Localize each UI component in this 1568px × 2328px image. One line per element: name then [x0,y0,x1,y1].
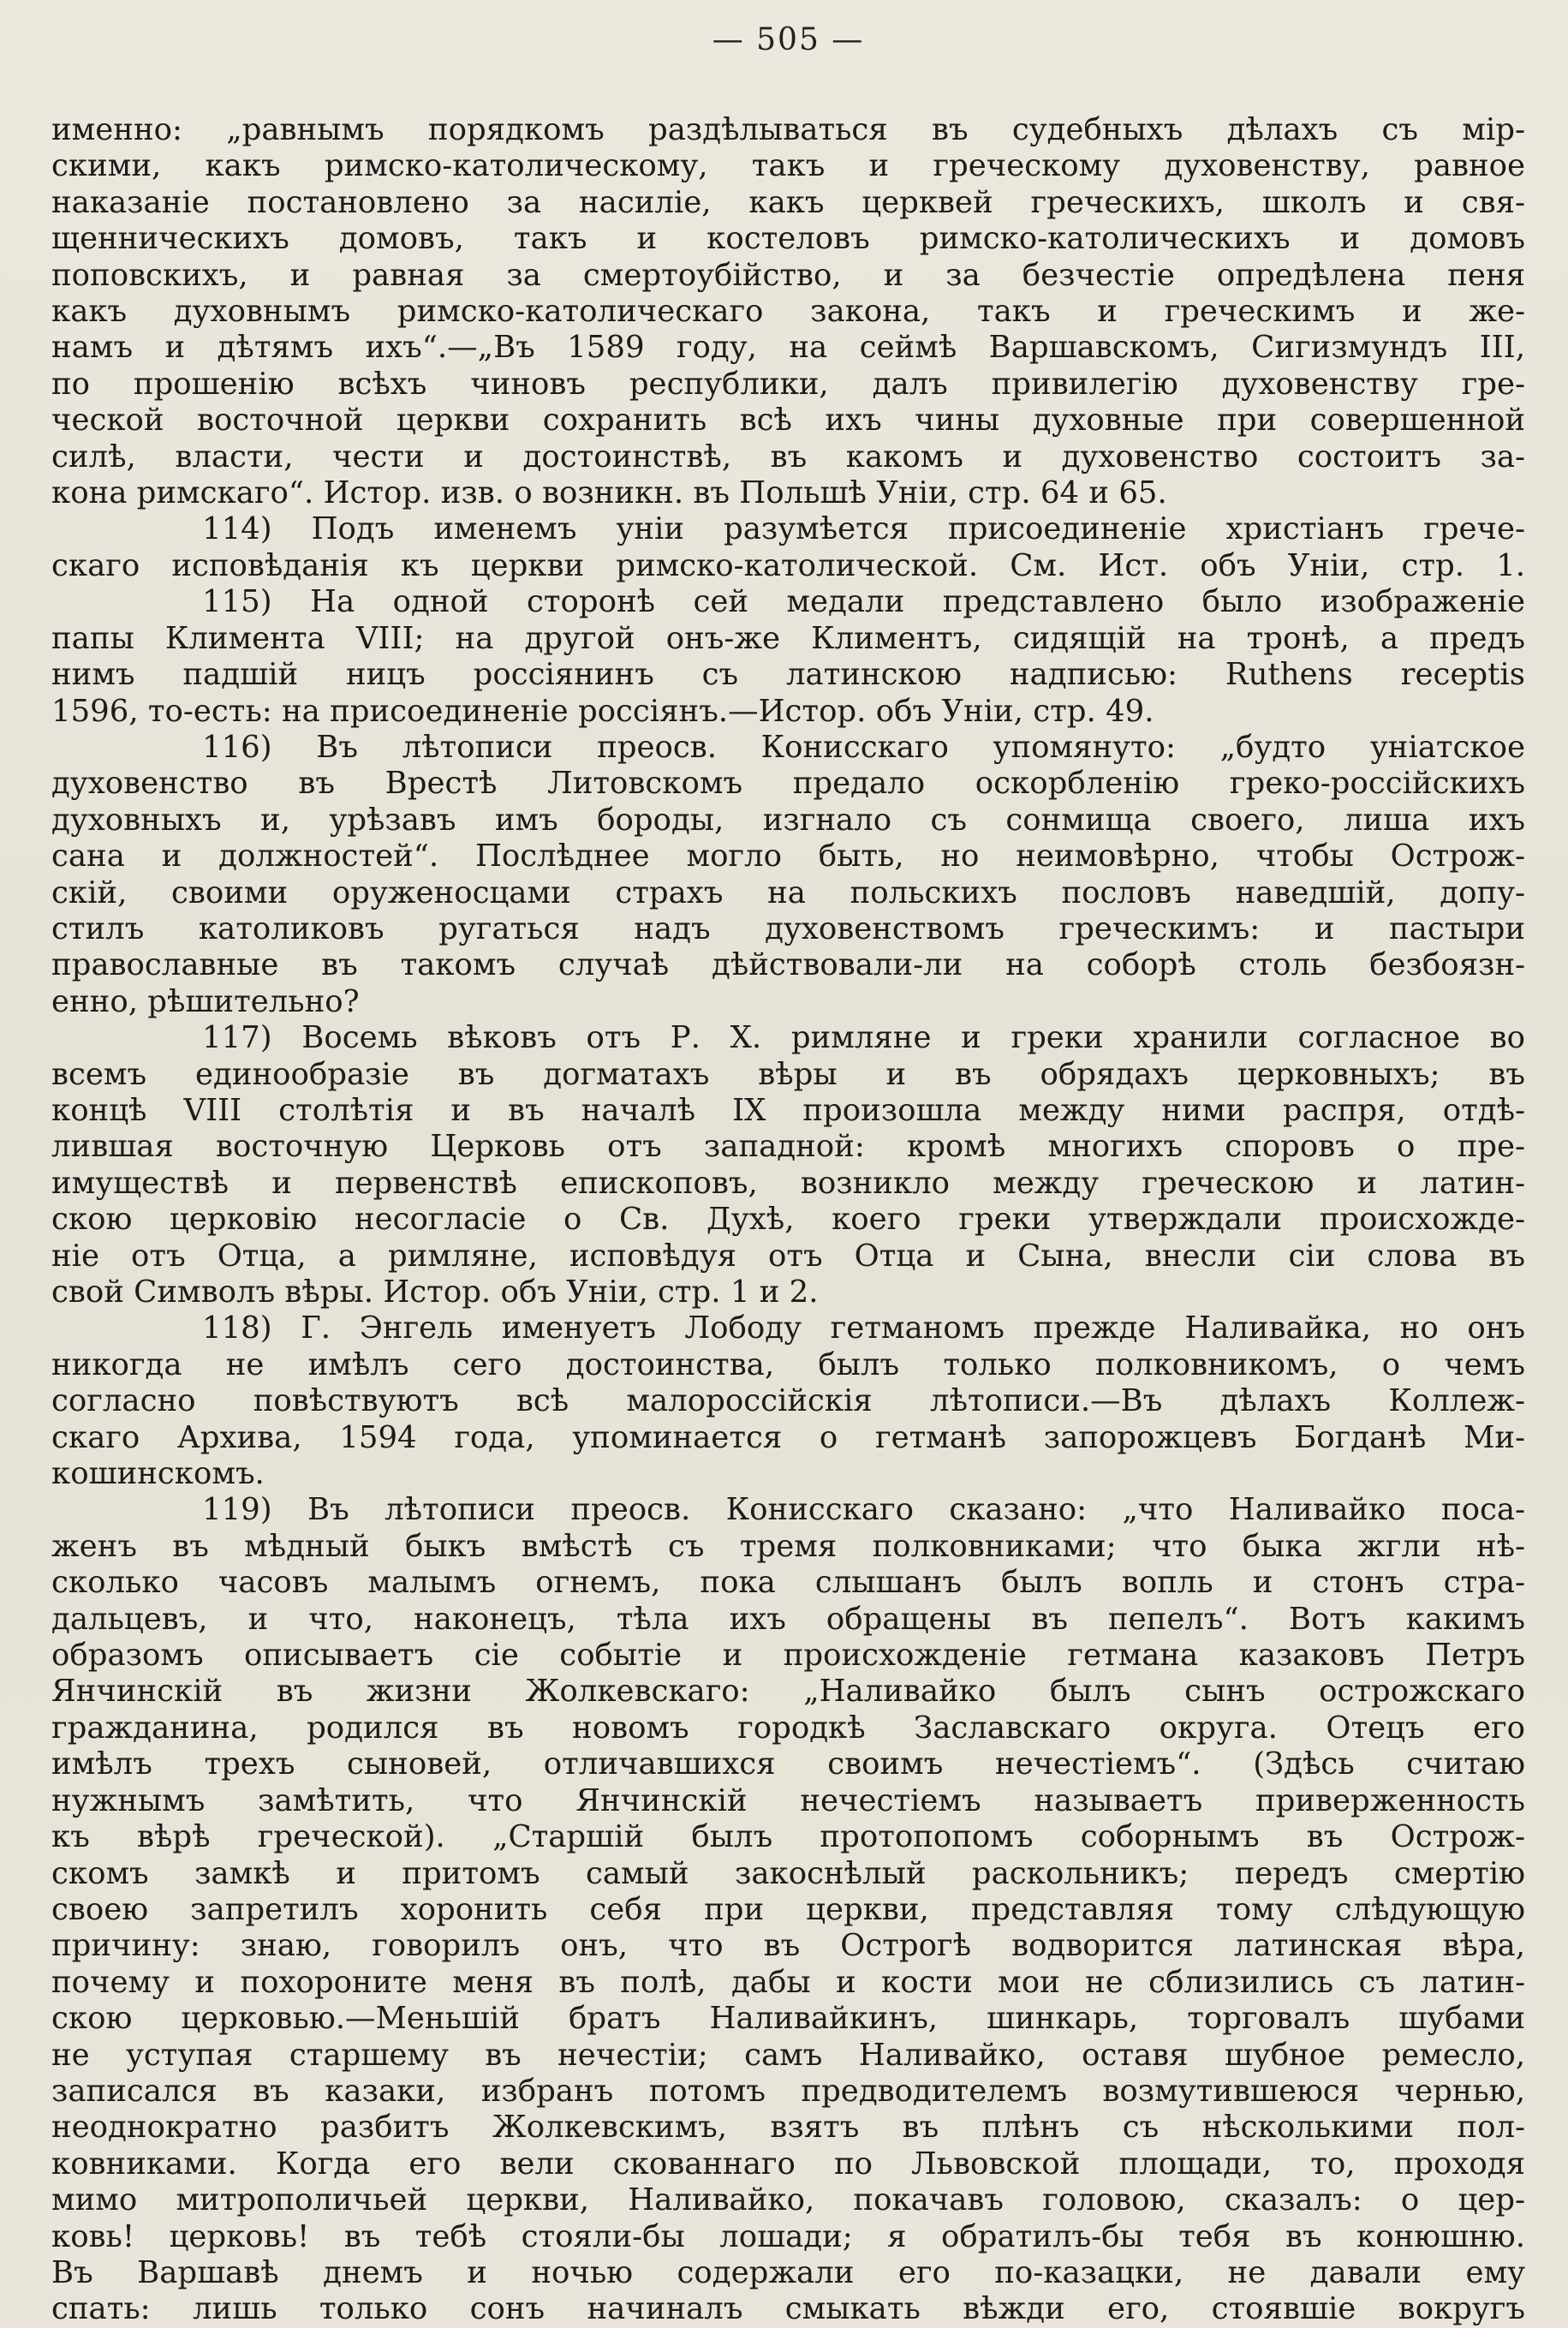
text-line: поповскихъ, и равная за смертоубійство, и за безчестіе опредѣлена пеня [51,257,1525,293]
text-line: силѣ, власти, чести и достоинствѣ, въ какомъ и духовенство состоитъ за- [51,439,1525,475]
text-line: 1596, то-есть: на присоединеніе россіянъ.—Истор. объ Уніи, стр. 49. [51,693,1154,729]
text-line: именно: „равнымъ порядкомъ раздѣлываться въ судебныхъ дѣлахъ съ мір- [51,112,1525,147]
text-line: свой Символъ вѣры. Истор. объ Уніи, стр. 1 и 2. [51,1274,819,1310]
text-line: какъ духовнымъ римско-католическаго закона, такъ и греческимъ и же- [51,294,1525,330]
text-line: кошинскомъ. [51,1456,265,1492]
text-line: 119) Въ лѣтописи преосв. Конисскаго сказано: „что Наливайко поса- [202,1492,1525,1528]
text-line: 118) Г. Энгель именуетъ Лободу гетманомъ прежде Наливайка, но онъ [202,1310,1525,1346]
text-line: намъ и дѣтямъ ихъ“.—„Въ 1589 году, на сеймѣ Варшавскомъ, Сигизмундъ III, [51,330,1525,366]
page-number: — 505 — [712,22,865,57]
text-line: мимо митрополичьей церкви, Наливайко, покачавъ головою, сказалъ: о цер- [51,2182,1525,2218]
text-line: духовенство въ Врестѣ Литовскомъ предало оскорбленію греко-россійскихъ [51,766,1525,802]
text-line: ковниками. Когда его вели скованнаго по Львовской площади, то, проходя [51,2146,1525,2182]
text-line: не уступая старшему въ нечестіи; самъ Наливайко, оставя шубное ремесло, [51,2037,1525,2073]
text-line: наказаніе постановлено за насиліе, какъ церквей греческихъ, школъ и свя- [51,184,1525,220]
text-line: Въ Варшавѣ днемъ и ночью содержали его по-казацки, не давали ему [51,2254,1525,2290]
text-line: никогда не имѣлъ сего достоинства, былъ только полковникомъ, о чемъ [51,1346,1525,1382]
text-line: православные въ такомъ случаѣ дѣйствовали-ли на соборѣ столь безбоязн- [51,947,1525,983]
text-line: нимъ падшій ницъ россіянинъ съ латинскою надписью: Ruthens receptis [51,657,1525,693]
text-line: своею запретилъ хоронить себя при церкви, представляя тому слѣдующую [51,1891,1525,1927]
text-line: дальцевъ, и что, наконецъ, тѣла ихъ обращены въ пепелъ“. Вотъ какимъ [51,1601,1525,1637]
text-line: имѣлъ трехъ сыновей, отличавшихся своимъ нечестіемъ“. (Здѣсь считаю [51,1746,1525,1782]
text-line: причину: знаю, говорилъ онъ, что въ Острогѣ водворится латинская вѣра, [51,1928,1525,1964]
text-line: къ вѣрѣ греческой). „Старшій былъ протопопомъ соборнымъ въ Острож- [51,1819,1525,1855]
text-line: щенническихъ домовъ, такъ и костеловъ римско-католическихъ и домовъ [51,221,1525,257]
text-line: духовныхъ и, урѣзавъ имъ бороды, изгнало съ сонмища своего, лиша ихъ [51,802,1525,838]
text-line: сана и должностей“. Послѣднее могло быть, но неимовѣрно, чтобы Острож- [51,839,1525,874]
text-line: согласно повѣствуютъ всѣ малороссійскія лѣтописи.—Въ дѣлахъ Коллеж- [51,1383,1525,1419]
text-line: неоднократно разбитъ Жолкевскимъ, взятъ въ плѣнъ съ нѣсколькими пол- [51,2110,1525,2146]
text-line: лившая восточную Церковь отъ западной: кромѣ многихъ споровъ о пре- [51,1129,1525,1165]
text-line: стилъ католиковъ ругаться надъ духовенствомъ греческимъ: и пастыри [51,910,1525,946]
body-text [51,112,1525,2328]
text-line: скаго исповѣданія къ церкви римско-католической. См. Ист. объ Уніи, стр. 1. [51,547,1525,583]
text-line: 114) Подъ именемъ уніи разумѣется присоединеніе христіанъ грече- [202,511,1525,547]
text-line: по прошенію всѣхъ чиновъ республики, далъ привилегію духовенству гре- [51,366,1525,402]
text-line: скою церковью.—Меньшій братъ Наливайкинъ, шинкарь, торговалъ шубами [51,2001,1525,2037]
text-line: гражданина, родился въ новомъ городкѣ Заславскаго округа. Отецъ его [51,1710,1525,1746]
text-line: концѣ VIII столѣтія и въ началѣ IX произошла между ними распря, отдѣ- [51,1092,1525,1128]
text-line: скаго Архива, 1594 года, упоминается о гетманѣ запорожцевъ Богданѣ Ми- [51,1419,1525,1455]
text-line: записался въ казаки, избранъ потомъ предводителемъ возмутившеюся чернью, [51,2073,1525,2109]
text-line: всемъ единообразіе въ догматахъ вѣры и въ обрядахъ церковныхъ; въ [51,1056,1525,1092]
text-line: образомъ описываетъ сіе событіе и происхожденіе гетмана казаковъ Петръ [51,1638,1525,1674]
text-line: скими, какъ римско-католическому, такъ и греческому духовенству, равное [51,148,1525,184]
text-line: ніе отъ Отца, а римляне, исповѣдуя отъ Отца и Сына, внесли сіи слова въ [51,1238,1525,1274]
text-line: 115) На одной сторонѣ сей медали представлено было изображеніе [202,584,1525,620]
text-line: почему и похороните меня въ полѣ, дабы и кости мои не сблизились съ латин- [51,1964,1525,2000]
text-line: имуществѣ и первенствѣ епископовъ, возникло между греческою и латин- [51,1165,1525,1201]
text-line: скій, своими оруженосцами страхъ на польскихъ пословъ наведшій, допу- [51,874,1525,910]
text-line: Янчинскій въ жизни Жолкевскаго: „Наливайко былъ сынъ острожскаго [51,1674,1525,1710]
text-line: кона римскаго“. Истор. изв. о возникн. въ Польшѣ Уніи, стр. 64 и 65. [51,475,1167,511]
text-line: скою церковію несогласіе о Св. Духѣ, коего греки утверждали происхожде- [51,1202,1525,1238]
text-line: женъ въ мѣдный быкъ вмѣстѣ съ тремя полковниками; что быка жгли нѣ- [51,1528,1525,1564]
text-line: ковь! церковь! въ тебѣ стояли-бы лошади; я обратилъ-бы тебя въ конюшню. [51,2218,1525,2254]
text-line: спать: лишь только сонъ начиналъ смыкать вѣжди его, стоявшіе вокругъ [51,2291,1525,2327]
text-line: 116) Въ лѣтописи преосв. Конисскаго упомянуто: „будто уніатское [202,729,1525,765]
text-line: папы Климента VIII; на другой онъ-же Климентъ, сидящій на тронѣ, а предъ [51,620,1525,656]
text-line: сколько часовъ малымъ огнемъ, пока слышанъ былъ вопль и стонъ стра- [51,1565,1525,1601]
text-line: скомъ замкѣ и притомъ самый закоснѣлый раскольникъ; передъ смертію [51,1855,1525,1891]
text-line: ческой восточной церкви сохранить всѣ ихъ чины духовные при совершенной [51,403,1525,439]
text-line: енно, рѣшительно? [51,983,360,1019]
text-line: нужнымъ замѣтить, что Янчинскій нечестіемъ называетъ приверженность [51,1782,1525,1818]
text-line: 117) Восемь вѣковъ отъ Р. Х. римляне и греки хранили согласное во [202,1020,1525,1056]
